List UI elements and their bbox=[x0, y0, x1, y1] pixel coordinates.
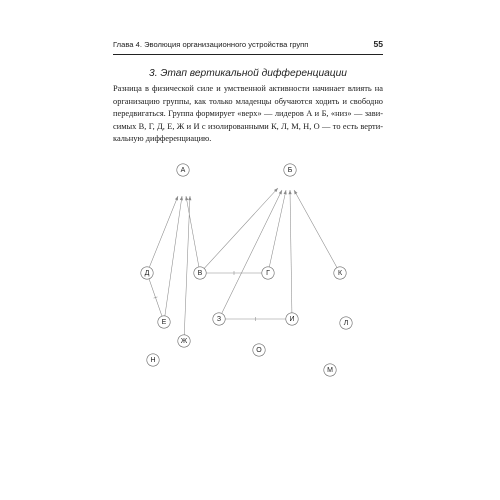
node-label: Г bbox=[266, 269, 270, 277]
node-label: Л bbox=[343, 319, 349, 327]
node-o bbox=[253, 344, 265, 356]
edge-z-b bbox=[222, 190, 282, 313]
node-g bbox=[262, 267, 274, 279]
node-label: В bbox=[197, 269, 203, 277]
node-label: М bbox=[327, 366, 333, 374]
node-zh bbox=[178, 335, 190, 347]
node-d bbox=[141, 267, 153, 279]
arrowhead bbox=[288, 190, 291, 194]
edge-e-d bbox=[149, 279, 162, 316]
paragraph-line: симых В, Г, Д, Е, Ж и И с изолированными К, Л, М, Н, О — то есть верти- bbox=[113, 121, 383, 131]
edge-g-b bbox=[269, 190, 286, 267]
node-z bbox=[213, 313, 225, 325]
arrowhead bbox=[185, 196, 188, 200]
arrowhead bbox=[188, 196, 191, 200]
edge-k-b bbox=[294, 190, 337, 268]
node-a bbox=[177, 164, 189, 176]
node-b bbox=[284, 164, 296, 176]
node-label: К bbox=[337, 269, 343, 277]
node-label: Ж bbox=[180, 337, 188, 345]
node-label: З bbox=[216, 315, 222, 323]
node-v bbox=[194, 267, 206, 279]
edge-zh-a bbox=[184, 196, 191, 335]
edge-d-a bbox=[149, 196, 178, 267]
arrowhead bbox=[175, 196, 178, 200]
chapter-title: Глава 4. Эволюция организационного устройства групп bbox=[113, 40, 309, 49]
paragraph-line: передвигаться. Группа формирует «верх» — лидеров А и Б, «низ» — зави- bbox=[113, 109, 383, 119]
node-e bbox=[158, 316, 170, 328]
node-label: Д bbox=[144, 269, 150, 277]
node-label: И bbox=[289, 315, 295, 323]
node-m bbox=[324, 364, 336, 376]
paragraph-line: организацию группы, как только младенцы обучаются ходить и свободно bbox=[113, 96, 383, 106]
node-label: Б bbox=[287, 166, 293, 174]
edge-e-a bbox=[165, 196, 183, 316]
node-n bbox=[147, 354, 159, 366]
node-label: Н bbox=[150, 356, 156, 364]
node-label: Е bbox=[161, 318, 167, 326]
edge-i-b bbox=[288, 190, 291, 313]
edge-v-g bbox=[206, 271, 262, 275]
edge-v-b bbox=[204, 188, 278, 268]
arrowhead bbox=[294, 190, 297, 194]
paragraph-line: Разница в физической силе и умственной активности начинает влиять на bbox=[113, 84, 383, 93]
page-number: 55 bbox=[373, 39, 383, 49]
node-label: О bbox=[256, 346, 262, 354]
node-label: А bbox=[180, 166, 186, 174]
node-k bbox=[334, 267, 346, 279]
node-i bbox=[286, 313, 298, 325]
arrowhead bbox=[180, 196, 183, 200]
nodes-layer bbox=[141, 164, 352, 376]
edge-z-i bbox=[225, 317, 286, 321]
paragraph-line: кальную дифференциацию. bbox=[113, 134, 212, 144]
edges-layer bbox=[149, 188, 337, 335]
arrowhead bbox=[279, 190, 282, 194]
arrowhead bbox=[284, 190, 287, 194]
section-title: 3. Этап вертикальной дифференциации bbox=[149, 68, 347, 79]
node-l bbox=[340, 317, 352, 329]
